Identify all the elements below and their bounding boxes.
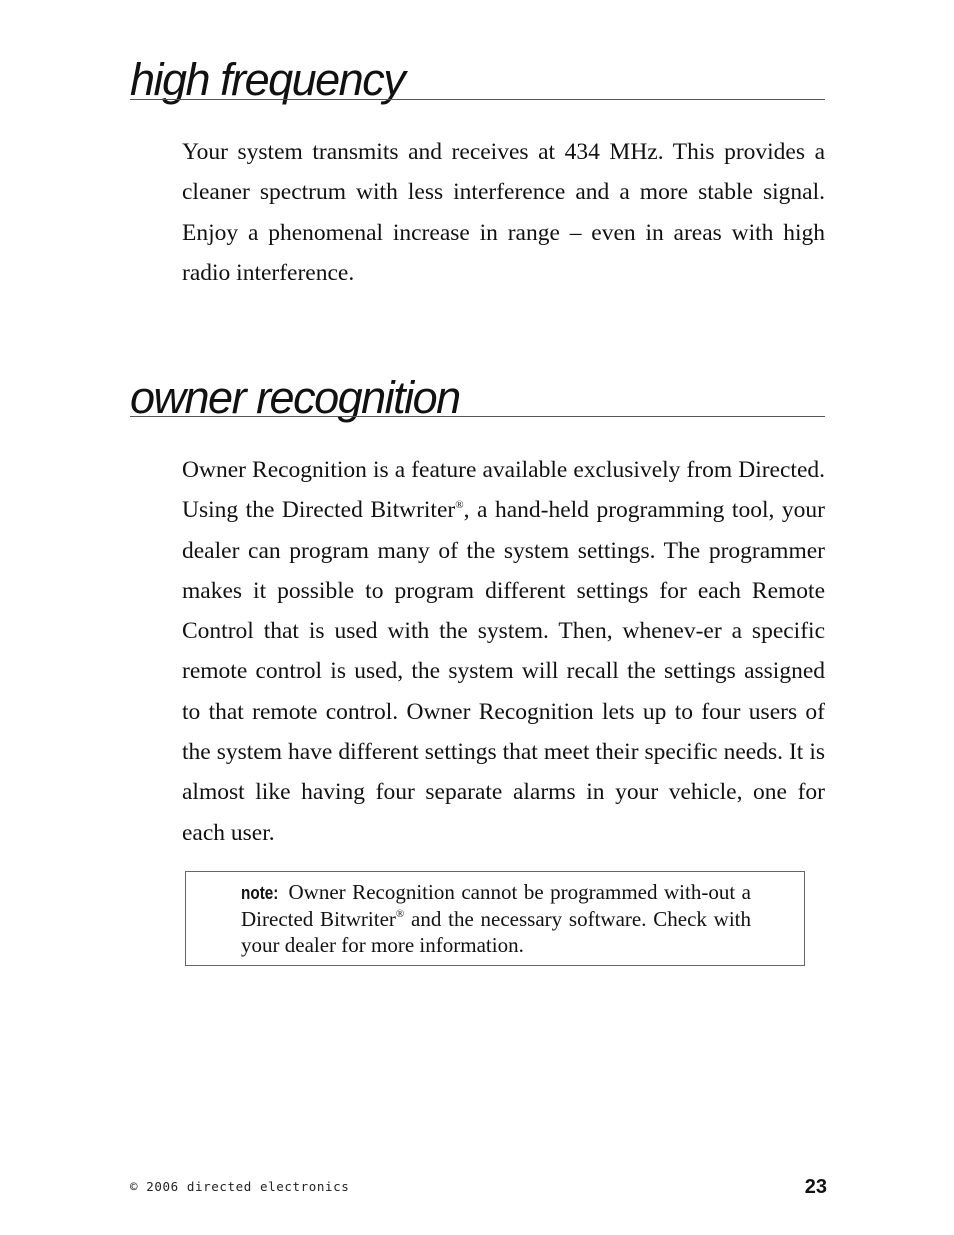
heading-rule xyxy=(130,416,825,417)
note-body: Owner Recognition cannot be programmed with-out a Directed Bitwriter xyxy=(241,880,751,931)
paragraph-text: Owner Recognition is a feature available exclusively from Directed. Using the Directed Bitwriter xyxy=(182,457,825,524)
paragraph-owner-recognition xyxy=(182,450,825,853)
note-text xyxy=(241,879,751,958)
footer-copyright: © 2006 directed electronics xyxy=(130,1179,350,1194)
note-box xyxy=(185,871,805,966)
section-heading-owner-recognition: owner recognition xyxy=(130,372,460,423)
paragraph-high-frequency: Your system transmits and receives at 434 MHz. This provides a cleaner spectrum with less interference and a more stable signal. Enjoy a phenomenal increase in range – even in areas with high radio interference. xyxy=(182,139,825,286)
heading-rule xyxy=(130,99,825,100)
registered-mark: ® xyxy=(455,499,464,512)
paragraph-text: , a hand-held programming tool, your dealer can program many of the system settings. The programmer makes it possible to program different settings for each Remote Control that is used with the system. Then, whenev-er a specific remote control is used, the system will recall the settings assigned to that remote control. Owner Recognition lets up to four users of the system have different settings that meet their specific needs. It is almost like having four separate alarms in your vehicle, one for each user. xyxy=(182,497,825,846)
section-heading-high-frequency: high frequency xyxy=(130,54,405,105)
registered-mark: ® xyxy=(395,908,405,920)
note-label: note: xyxy=(241,883,279,903)
note-body: and the necessary software. Check with your dealer for more information. xyxy=(241,907,752,957)
page-number: 23 xyxy=(804,1176,827,1198)
